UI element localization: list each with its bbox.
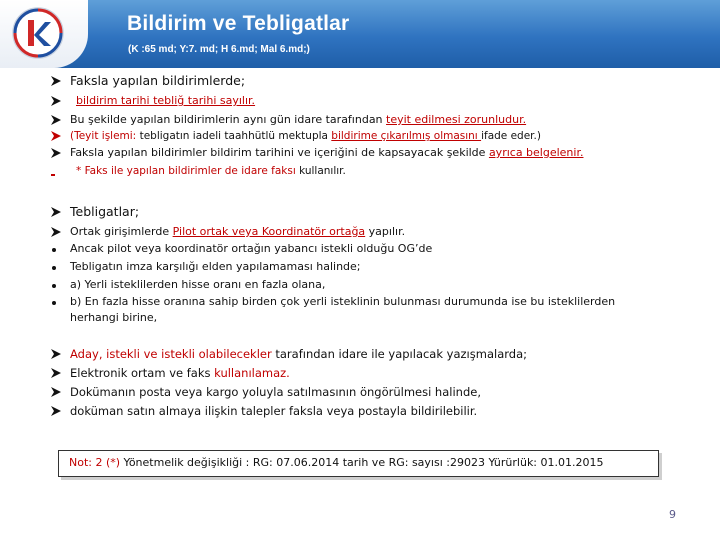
arrow-bullet-icon xyxy=(50,367,62,379)
arrow-bullet-icon xyxy=(50,95,62,107)
arrow-bullet-icon xyxy=(50,206,62,218)
dot-bullet xyxy=(52,301,56,305)
section3-line2: Elektronik ortam ve faks kullanılamaz. xyxy=(70,366,290,380)
arrow-bullet-icon xyxy=(50,386,62,398)
header-banner xyxy=(0,0,720,68)
section3-line4: doküman satın almaya ilişkin talepler faksla veya postayla bildirilebilir. xyxy=(70,404,478,418)
section1-heading: Faksla yapılan bildirimlerde; xyxy=(70,73,246,88)
arrow-bullet-icon xyxy=(50,405,62,417)
section2-line2: Ancak pilot veya koordinatör ortağın yabancı istekli olduğu OG’de xyxy=(70,242,433,255)
arrow-bullet-icon xyxy=(50,226,62,238)
arrow-bullet-icon xyxy=(50,147,62,159)
dot-bullet xyxy=(52,248,56,252)
logo-tab xyxy=(0,0,88,68)
arrow-bullet-icon xyxy=(50,348,62,360)
section2-heading: Tebligatlar; xyxy=(70,204,140,219)
section1-line2: Bu şekilde yapılan bildirimlerin aynı gün idare tarafından teyit edilmesi zorunludur. xyxy=(70,113,527,126)
kik-logo-icon xyxy=(11,6,65,60)
section1-line3: (Teyit işlemi: tebligatın iadeli taahhütlü mektupla bildirime çıkarılmış olmasını ifade eder.) xyxy=(70,130,541,142)
section1-line1: bildirim tarihi tebliğ tarihi sayılır. xyxy=(76,94,256,107)
section3-line3: Dokümanın posta veya kargo yoluyla satılmasının öngörülmesi halinde, xyxy=(70,385,481,399)
section2-line4: a) Yerli isteklilerden hisse oranı en fazla olana, xyxy=(70,278,326,291)
page-subtitle: (K :65 md; Y:7. md; H 6.md; Mal 6.md;) xyxy=(128,44,310,55)
arrow-bullet-icon xyxy=(50,75,62,87)
section2-line5: b) En fazla hisse oranına sahip birden çok yerli isteklinin bulunması durumunda ise bu isteklilerden xyxy=(70,295,616,308)
dot-bullet xyxy=(52,266,56,270)
note-text: Not: 2 (*) Yönetmelik değişikliği : RG: 07.06.2014 tarih ve RG: sayısı :29023 Yürürlük: 01.01.2015 xyxy=(69,456,604,469)
dot-bullet xyxy=(52,284,56,288)
dash-bullet xyxy=(51,174,55,176)
section2-line3: Tebligatın imza karşılığı elden yapılamaması halinde; xyxy=(70,260,361,273)
section3-line1: Aday, istekli ve istekli olabilecekler tarafından idare ile yapılacak yazışmalarda; xyxy=(70,347,527,361)
arrow-bullet-icon xyxy=(50,114,62,126)
section1-line4: Faksla yapılan bildirimler bildirim tarihini ve içeriğini de kapsayacak şekilde ayrıca belgelenir. xyxy=(70,146,584,159)
arrow-bullet-icon xyxy=(50,130,62,142)
section2-line1: Ortak girişimlerde Pilot ortak veya Koordinatör ortağa yapılır. xyxy=(70,225,406,238)
section2-line5-cont: herhangi birine, xyxy=(70,311,158,324)
section1-line5: * Faks ile yapılan bildirimler de idare faksı kullanılır. xyxy=(76,165,346,177)
page-title: Bildirim ve Tebligatlar xyxy=(127,12,350,35)
note-box xyxy=(58,450,659,477)
page-number: 9 xyxy=(669,508,676,521)
